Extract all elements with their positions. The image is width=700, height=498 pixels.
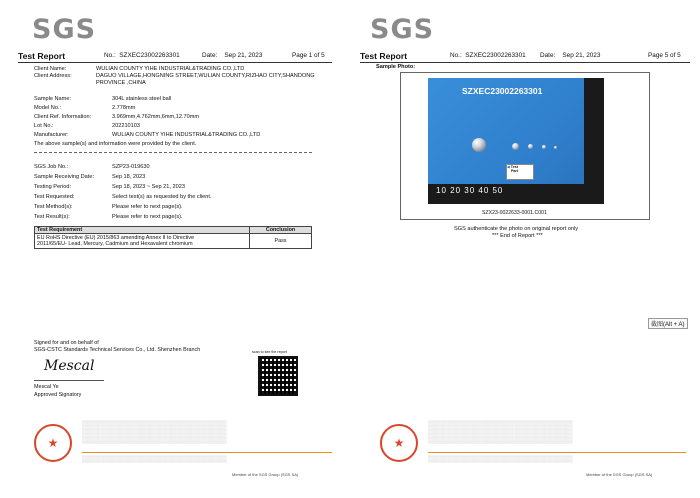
table-header-conclusion: Conclusion — [250, 227, 312, 234]
signature-line — [34, 380, 104, 381]
table-row — [35, 234, 312, 249]
sample-photo-label: Sample Photo: — [376, 64, 416, 70]
footer-member: Member of the SGS Group (SGS SA) — [586, 472, 653, 477]
steel-ball-medium — [512, 143, 519, 150]
report-date: Date: Sep 21, 2023 — [202, 52, 263, 59]
photo-overlay-text: SZXEC23002263301 — [462, 86, 543, 96]
section-divider — [34, 152, 312, 153]
arrow-left-icon: ◀ — [507, 165, 510, 169]
end-of-report: *** End of Report *** — [492, 233, 543, 239]
signed-on-behalf: Signed for and on behalf of — [34, 340, 99, 346]
header-rule — [18, 62, 332, 63]
signer-name: Mescal Ye — [34, 384, 59, 390]
star-icon: ★ — [393, 436, 405, 450]
footer-address: ░░░░░░░░░░░░░░░░░░░░░░░░░░░░░░░░░░░░░░░░░░░░░░░░░░░░░░░░░░░░░░░░ ░░░░░░░░░░░░░░░░░░░░░░░░░░░░░░░░░░░░░░░░░░░░░░░░░░░░░░░░░░░░░░░░ — [82, 455, 227, 463]
report-page-5 — [356, 0, 696, 498]
handwritten-signature: Mescal — [44, 358, 95, 374]
steel-ball-small — [528, 144, 533, 149]
report-date: Date: Sep 21, 2023 — [540, 52, 601, 59]
table-header-requirement: Test Requirement — [35, 227, 250, 234]
qr-code[interactable] — [258, 356, 298, 396]
report-title: Test Report — [360, 51, 408, 61]
sgs-logo: SGS — [32, 14, 97, 45]
test-requirement-table — [34, 226, 312, 249]
page-indicator: Page 1 of 5 — [292, 52, 325, 59]
steel-ball-smallest — [554, 146, 557, 149]
report-page-1: SGS Test Report No.: SZXEC23002263301 Date: Sep 21, 2023 Page 1 of 5 Client Name: WULIAN COUNTY YIHE INDUSTRIAL&TRADING CO.,LTD Client Address: DAGUO VILLAGE,HONGNING STREET,WULIAN COUNTY,RIZHAO CITY,SHANDONG PROVINCE ,CHINA Sample Name: 304L stainless steel ball Model No.: 2.778mm Client Ref. Information: 3.969mm,4.762mm,6mm,12.70mm Lot No.: 202210103 Manufacturer: WULIAN COUNTY YIHE INDUSTRIAL&TRADING CO.,LTD The above sample(s) and information were provided by the client. SGS Job No.: SZP23-019630 Sample Receiving Date: Sep 18, 2023 Testing Period: Sep 18, 2023 ~ Sep 21, 2023 Test Requested: Select test(s) as requested by the client. Test Method(s): Please refer to next page(s). Test Result(s): Please refer to next page(s). Test Requirement Conclusion EU RoHS Directive (EU) 2015/863 amending Annex II to Directive 2011/65/EU- Lead, Mercury, Cadmium and Hexavalent chromium Pass Signed for and on behalf of SGS-CSTC Standards Technical Services Co., Ltd. Shenzhen Branch Mescal Mescal Ye Approved Signatory scan to see the report ★ ░░░░░░░░░░░░░░░░░░░░░░░░░░░░░░░░░░░░░░░░░░░░░░░░░░░░░░░░░░░░░░░░ ░░░░░░░░░░░░░░░░░░░░░░░░░░░░░░░░░░░░░░░░░░░░░░░░░░░░░░░░░░░░░░░░ ░░░░░░░░░░░░░░░░░░░░░░░░░░░░░░░░░░░░░░░░░░░░░░░░░░░░░░░░░░░░░░░░ ░░░░░░░░░░░░░░░░░░░░░░░░░░░░░░░░░░░░░░░░░░░░░░░░░░░░░░░░░░░░░░░░ ░░░░░░░░░░░░░░░░░░░░░░░░░░░░░░░░░░░░░░░░░░░░░░░░░░░░░░░░░░░░░░░░ ░░░░░░░░░░░░░░░░░░░░░░░░░░░░░░░░░░░░░░░░░░░░░░░░░░░░░░░░░░░░░░░░ ░░░░░░░░░░░░░░░░░░░░░░░░░░░░░░░░░░░░░░░░░░░░░░░░░░░░░░░░░░░░░░░░ ░░░░░░░░░░░░░░░░░░░░░░░░░░░░░░░░░░░░░░░░░░░░░░░░░░░░░░░░░░░░░░░░ Member of the SGS Group (SGS SA) — [4, 0, 344, 498]
report-title: Test Report — [18, 51, 66, 61]
ruler-numbers: 10 20 30 40 50 — [436, 186, 504, 195]
footer-terms: ░░░░░░░░░░░░░░░░░░░░░░░░░░░░░░░░░░░░░░░░░░░░░░░░░░░░░░░░░░░░░░░░ ░░░░░░░░░░░░░░░░░░░░░░░░░░░░░░░░░░░░░░░░░░░░░░░░░░░░░░░░░░░░░░░░ ░░░░░░░░░░░░░░░░░░░░░░░░░░░░░░░░░░░░░░░░░░░░░░░░░░░░░░░░░░░░░░░░ ░░░░░░░░░░░░░░░░░░░░░░░░░░░░░░░░░░░░░░░░░░░░░░░░░░░░░░░░░░░░░░░░ ░░░░░░░░░░░░░░░░░░░░░░░░░░░░░░░░░░░░░░░░░░░░░░░░░░░░░░░░░░░░░░░░ ░░░░░░░░░░░░░░░░░░░░░░░░░░░░░░░░░░░░░░░░░░░░░░░░░░░░░░░░░░░░░░░░ — [428, 420, 573, 444]
sample-photo[interactable] — [428, 78, 604, 204]
footer-member: Member of the SGS Group (SGS SA) — [232, 472, 299, 477]
star-icon: ★ — [47, 436, 59, 450]
report-number: No.: SZXEC23002263301 — [104, 52, 180, 59]
footer-orange-rule — [82, 452, 332, 453]
qr-caption: scan to see the report — [252, 350, 287, 354]
report-number: No.: SZXEC23002263301 — [450, 52, 526, 59]
header-rule — [360, 62, 690, 63]
steel-ball-large — [472, 138, 486, 152]
signing-company: SGS-CSTC Standards Technical Services Co., Ltd. Shenzhen Branch — [34, 347, 201, 353]
signer-title: Approved Signatory — [34, 392, 82, 398]
steel-ball-smaller — [542, 145, 546, 149]
page-indicator: Page 5 of 5 — [648, 52, 681, 59]
sgs-logo: SGS — [370, 14, 435, 45]
authenticate-note: SGS authenticate the photo on original report only — [454, 226, 579, 232]
footer-terms: ░░░░░░░░░░░░░░░░░░░░░░░░░░░░░░░░░░░░░░░░░░░░░░░░░░░░░░░░░░░░░░░░ ░░░░░░░░░░░░░░░░░░░░░░░░░░░░░░░░░░░░░░░░░░░░░░░░░░░░░░░░░░░░░░░░ ░░░░░░░░░░░░░░░░░░░░░░░░░░░░░░░░░░░░░░░░░░░░░░░░░░░░░░░░░░░░░░░░ ░░░░░░░░░░░░░░░░░░░░░░░░░░░░░░░░░░░░░░░░░░░░░░░░░░░░░░░░░░░░░░░░ ░░░░░░░░░░░░░░░░░░░░░░░░░░░░░░░░░░░░░░░░░░░░░░░░░░░░░░░░░░░░░░░░ ░░░░░░░░░░░░░░░░░░░░░░░░░░░░░░░░░░░░░░░░░░░░░░░░░░░░░░░░░░░░░░░░ — [82, 420, 227, 444]
test-part-tag: ◀ Test Part — [506, 164, 534, 180]
photo-caption: SZX23-0022633-0001.C001 — [482, 210, 547, 216]
screenshot-hint: 截图(Alt + A) — [648, 318, 688, 329]
footer-address: ░░░░░░░░░░░░░░░░░░░░░░░░░░░░░░░░░░░░░░░░░░░░░░░░░░░░░░░░░░░░░░░░ ░░░░░░░░░░░░░░░░░░░░░░░░░░░░░░░░░░░░░░░░░░░░░░░░░░░░░░░░░░░░░░░░ — [428, 455, 573, 463]
footer-orange-rule — [428, 452, 686, 453]
requirement-cell: EU RoHS Directive (EU) 2015/863 amending Annex II to Directive 2011/65/EU- Lead, Mercury, Cadmium and Hexavalent chromium — [35, 234, 250, 249]
ruler-horizontal — [428, 184, 604, 204]
certification-stamp — [34, 424, 72, 462]
certification-stamp — [380, 424, 418, 462]
conclusion-cell: Pass — [250, 234, 312, 249]
